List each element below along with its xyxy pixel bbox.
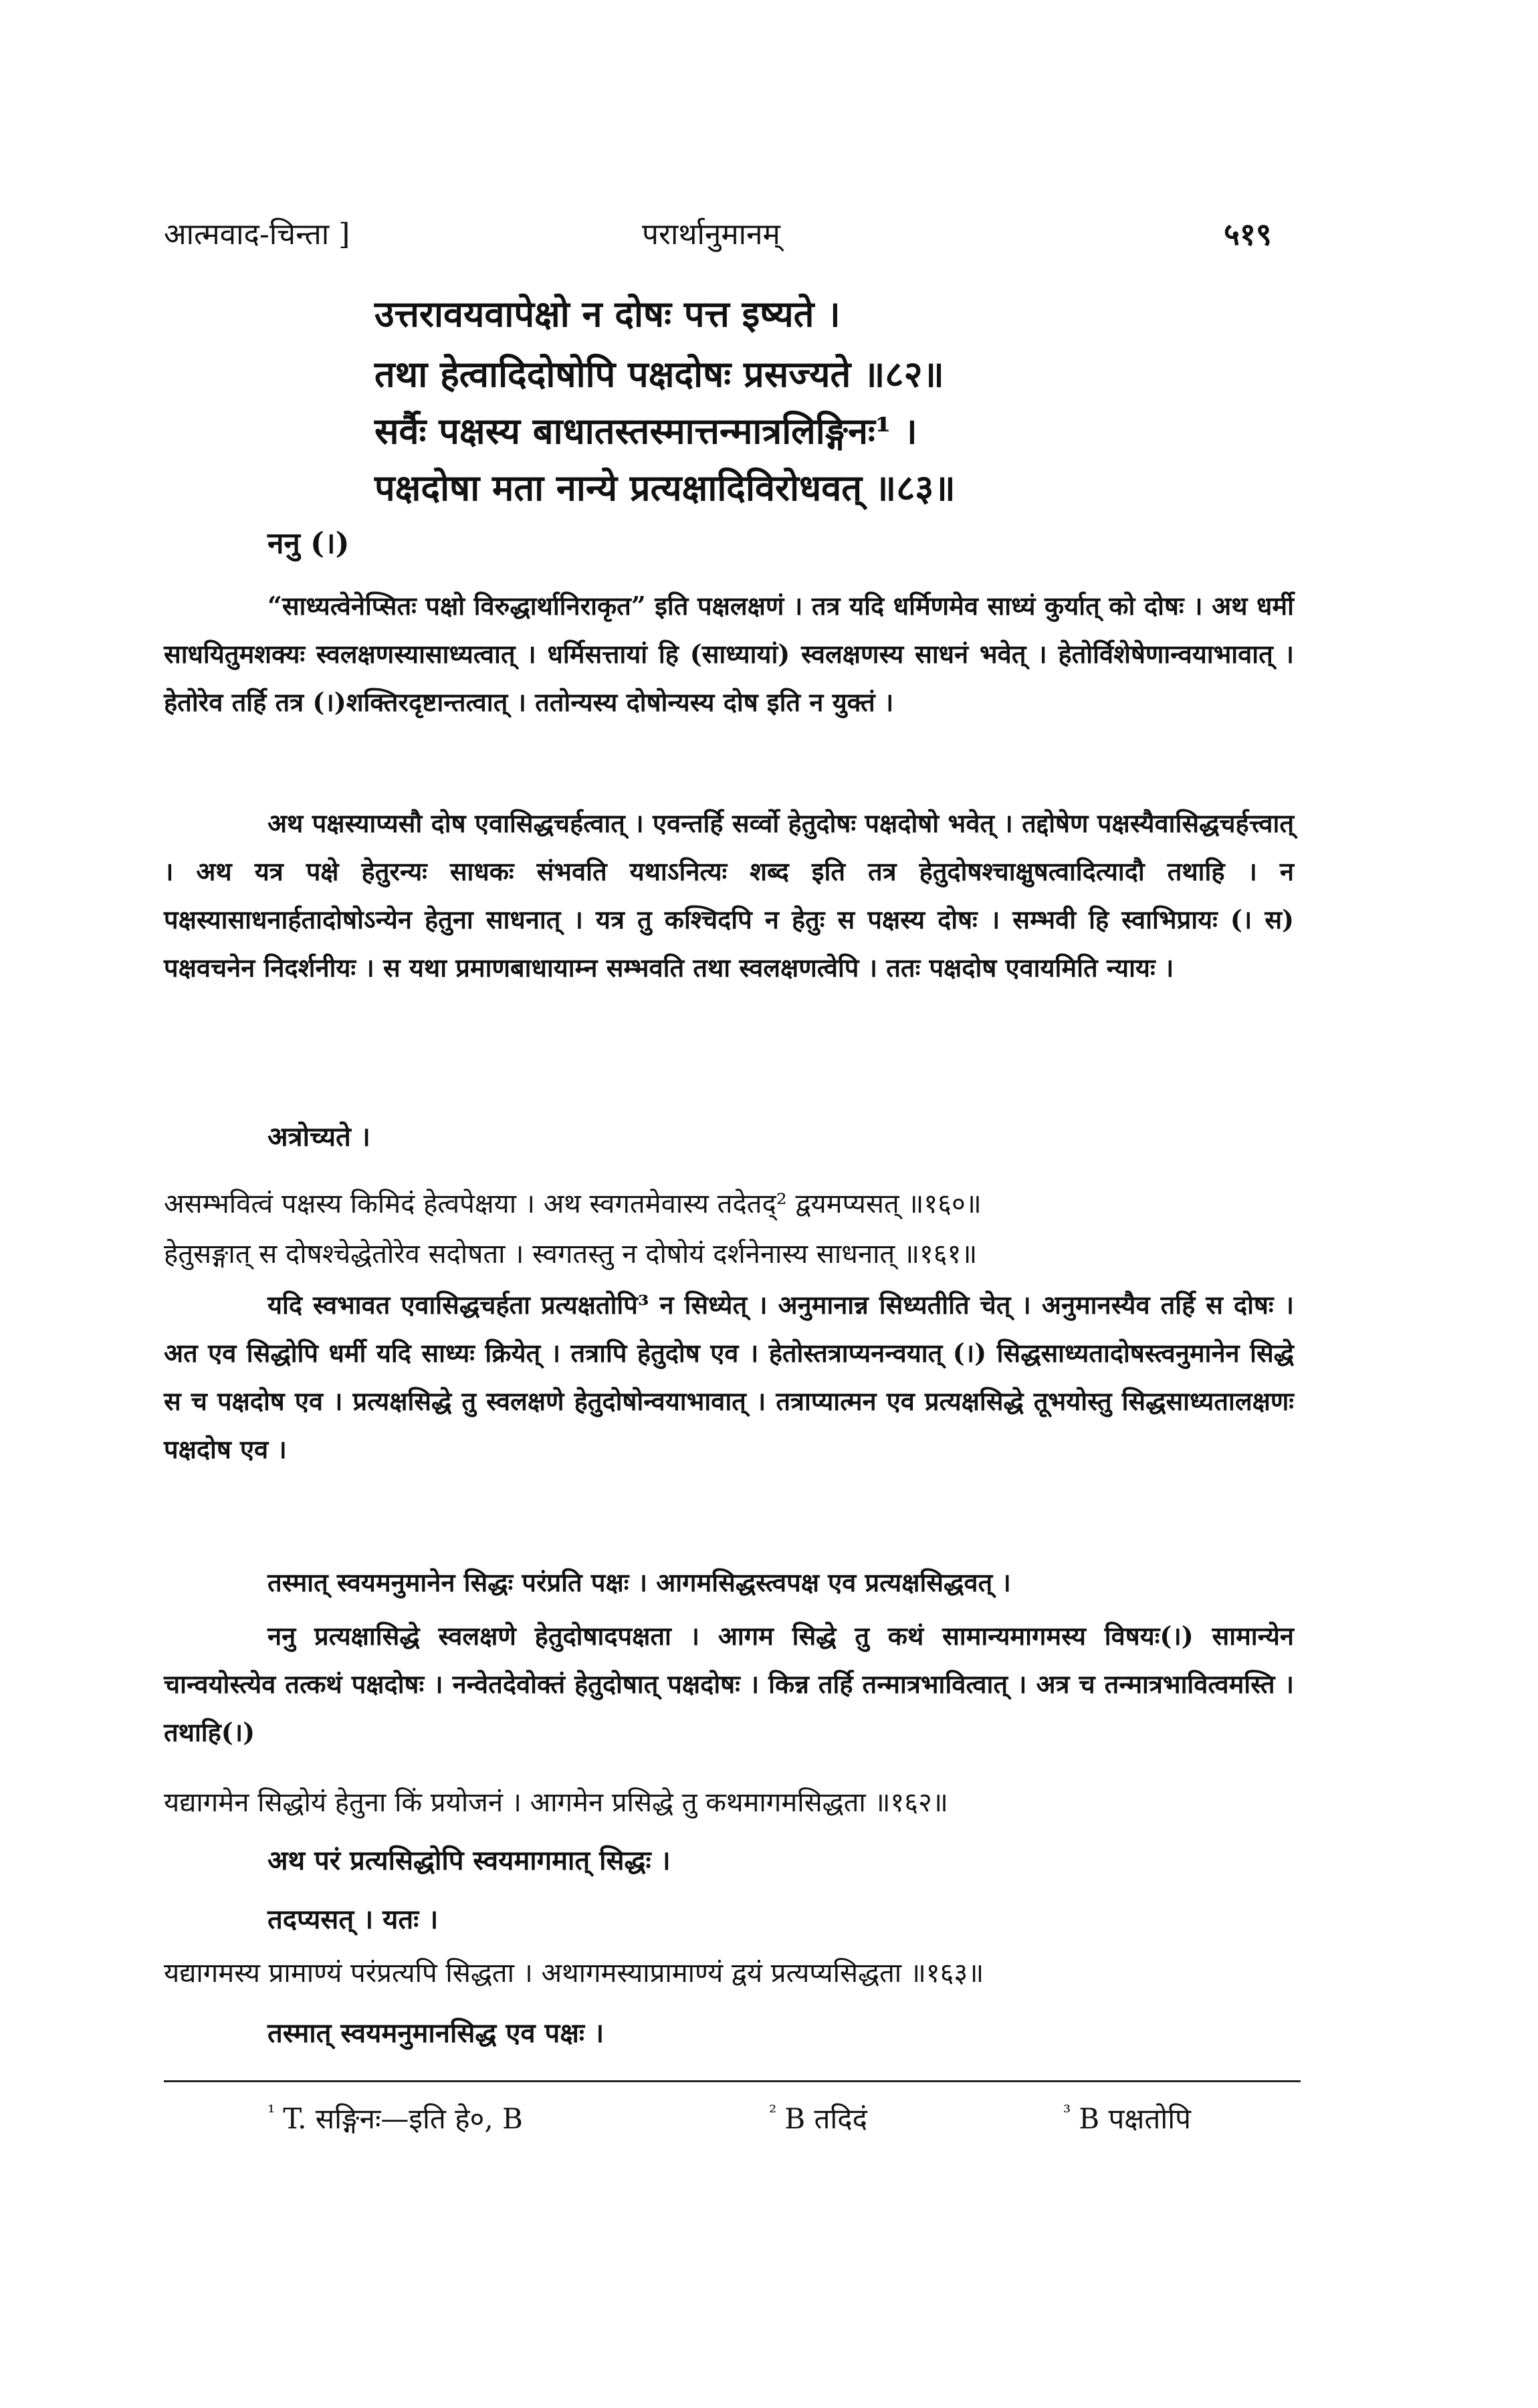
nanu-label: ननु (।) xyxy=(267,526,350,561)
running-header-title: परार्थानुमानम् xyxy=(642,217,780,252)
verse-line: उत्तरावयवापेक्षो न दोषः पत्त इष्यते । xyxy=(374,292,841,335)
karika-verse: हेतुसङ्गात् स दोषश्चेद्धेतोरेव सदोषता । स्वगतस्तु न दोषोयं दर्शनेनास्य साधनात् ॥१६१॥ xyxy=(164,1239,978,1270)
footnote-text: B पक्षतोपि xyxy=(1079,2102,1191,2135)
atrochyate-label: अत्रोच्यते । xyxy=(267,1121,370,1152)
paragraph: “साध्यत्वेनेप्सितः पक्षो विरुद्धार्थानिराकृत” इति पक्षलक्षणं । तत्र यदि धर्मिणमेव साध्यं कुर्यात् को दोषः । अथ धर्मी साधयितुमशक्यः स्वलक्षणस्यासाध्यत्वात् । धर्मिसत्तायां हि (साध्यायां) स्वलक्षणस्य साधनं भवेत् । हेतोर्विशेषेणान्वयाभावात् । हेतोरेव तर्हि तत्र (।)शक्तिरदृष्टान्तत्वात् । ततोन्यस्य दोषोन्यस्य दोष इति न युक्तं । xyxy=(164,591,1294,717)
footnote-mark: ¹ xyxy=(267,2101,276,2123)
footnote-mark: ² xyxy=(769,2101,777,2123)
footnote-mark: ³ xyxy=(1063,2101,1071,2123)
verse-line: तथा हेत्वादिदोषोपि पक्षदोषः प्रसज्यते ॥८२॥ xyxy=(374,353,944,395)
footnote xyxy=(1063,2099,1191,2137)
karika-verse: यद्यागमेन सिद्धोयं हेतुना किं प्रयोजनं । आगमेन प्रसिद्धे तु कथमागमसिद्धता ॥१६२॥ xyxy=(164,1787,948,1818)
page-number: ५१९ xyxy=(1224,216,1272,252)
paragraph-line: तस्मात् स्वयमनुमानसिद्ध एव पक्षः । xyxy=(267,2017,605,2049)
paragraph: अथ पक्षस्याप्यसौ दोष एवासिद्धचर्हत्वात् । एवन्तर्हि सर्व्वो हेतुदोषः पक्षदोषो भवेत् । तद्दोषेण पक्षस्यैवासिद्धचर्हत्त्वात् । अथ यत्र पक्षे हेतुरन्यः साधकः संभवति यथाऽनित्यः शब्द इति तत्र हेतुदोषश्चाक्षुषत्वादित्यादौ तथाहि । न पक्षस्यासाधनार्हतादोषोऽन्येन हेतुना साधनात् । यत्र तु कश्चिदपि न हेतुः स पक्षस्य दोषः । सम्भवी हि स्वाभिप्रायः (। स) पक्षवचनेन निदर्शनीयः । स यथा प्रमाणबाधायाम्न सम्भवति तथा स्वलक्षणत्वेपि । ततः पक्षदोष एवायमिति न्यायः । xyxy=(164,808,1294,983)
verse-line: पक्षदोषा मता नान्ये प्रत्यक्षादिविरोधवत् ॥८३॥ xyxy=(374,466,956,509)
footnote xyxy=(267,2099,523,2137)
paragraph: ननु प्रत्यक्षासिद्धे स्वलक्षणे हेतुदोषादपक्षता । आगम सिद्धे तु कथं सामान्यमागमस्य विषयः(।) सामान्येन चान्वयोस्त्येव तत्कथं पक्षदोषः । नन्वेतदेवोक्तं हेतुदोषात् पक्षदोषः । किन्न तर्हि तन्मात्रभावित्वात् । अत्र च तन्मात्रभावित्वमस्ति । तथाहि(।) xyxy=(164,1621,1294,1747)
paragraph-line: तदप्यसत् । यतः । xyxy=(267,1904,439,1935)
footnote-divider xyxy=(164,2080,1301,2082)
footnote-text: B तदिदं xyxy=(784,2102,867,2135)
karika-verse: असम्भवित्वं पक्षस्य किमिदं हेत्वपेक्षया । अथ स्वगतमेवास्य तदेतद्² द्वयमप्यसत् ॥१६०॥ xyxy=(164,1189,982,1219)
karika-verse: यद्यागमस्य प्रामाण्यं परंप्रत्यपि सिद्धता । अथागमस्याप्रामाण्यं द्वयं प्रत्यप्यसिद्धता ॥१६३॥ xyxy=(164,1958,984,1989)
footnote-text: T. सङ्गिनः—इति हे०, B xyxy=(283,2102,523,2135)
footnote xyxy=(769,2099,867,2137)
paragraph: तस्मात् स्वयमनुमानेन सिद्धः परंप्रति पक्षः । आगमसिद्धस्त्वपक्ष एव प्रत्यक्षसिद्धवत् । xyxy=(267,1567,1011,1597)
paragraph-line: अथ परं प्रत्यसिद्धोपि स्वयमागमात् सिद्धः । xyxy=(267,1845,671,1876)
paragraph: यदि स्वभावत एवासिद्धचर्हता प्रत्यक्षतोपि³ न सिध्येत् । अनुमानान्न सिध्यतीति चेत् । अनुमानस्यैव तर्हि स दोषः । अत एव सिद्धोपि धर्मी यदि साध्यः क्रियेत् । तत्रापि हेतुदोष एव । हेतोस्तत्राप्यनन्वयात् (।) सिद्धसाध्यतादोषस्त्वनुमानेन सिद्धे स च पक्षदोष एव । प्रत्यक्षसिद्धे तु स्वलक्षणे हेतुदोषोन्वयाभावात् । तत्राप्यात्मन एव प्रत्यक्षसिद्धे तूभयोस्तु सिद्धसाध्यतालक्षणः पक्षदोष एव । xyxy=(164,1290,1294,1464)
verse-line: सर्वैः पक्षस्य बाधातस्तस्मात्तन्मात्रलिङ्गिनः¹ । xyxy=(374,409,917,452)
running-header-left: आत्मवाद-चिन्ता ] xyxy=(164,217,350,252)
